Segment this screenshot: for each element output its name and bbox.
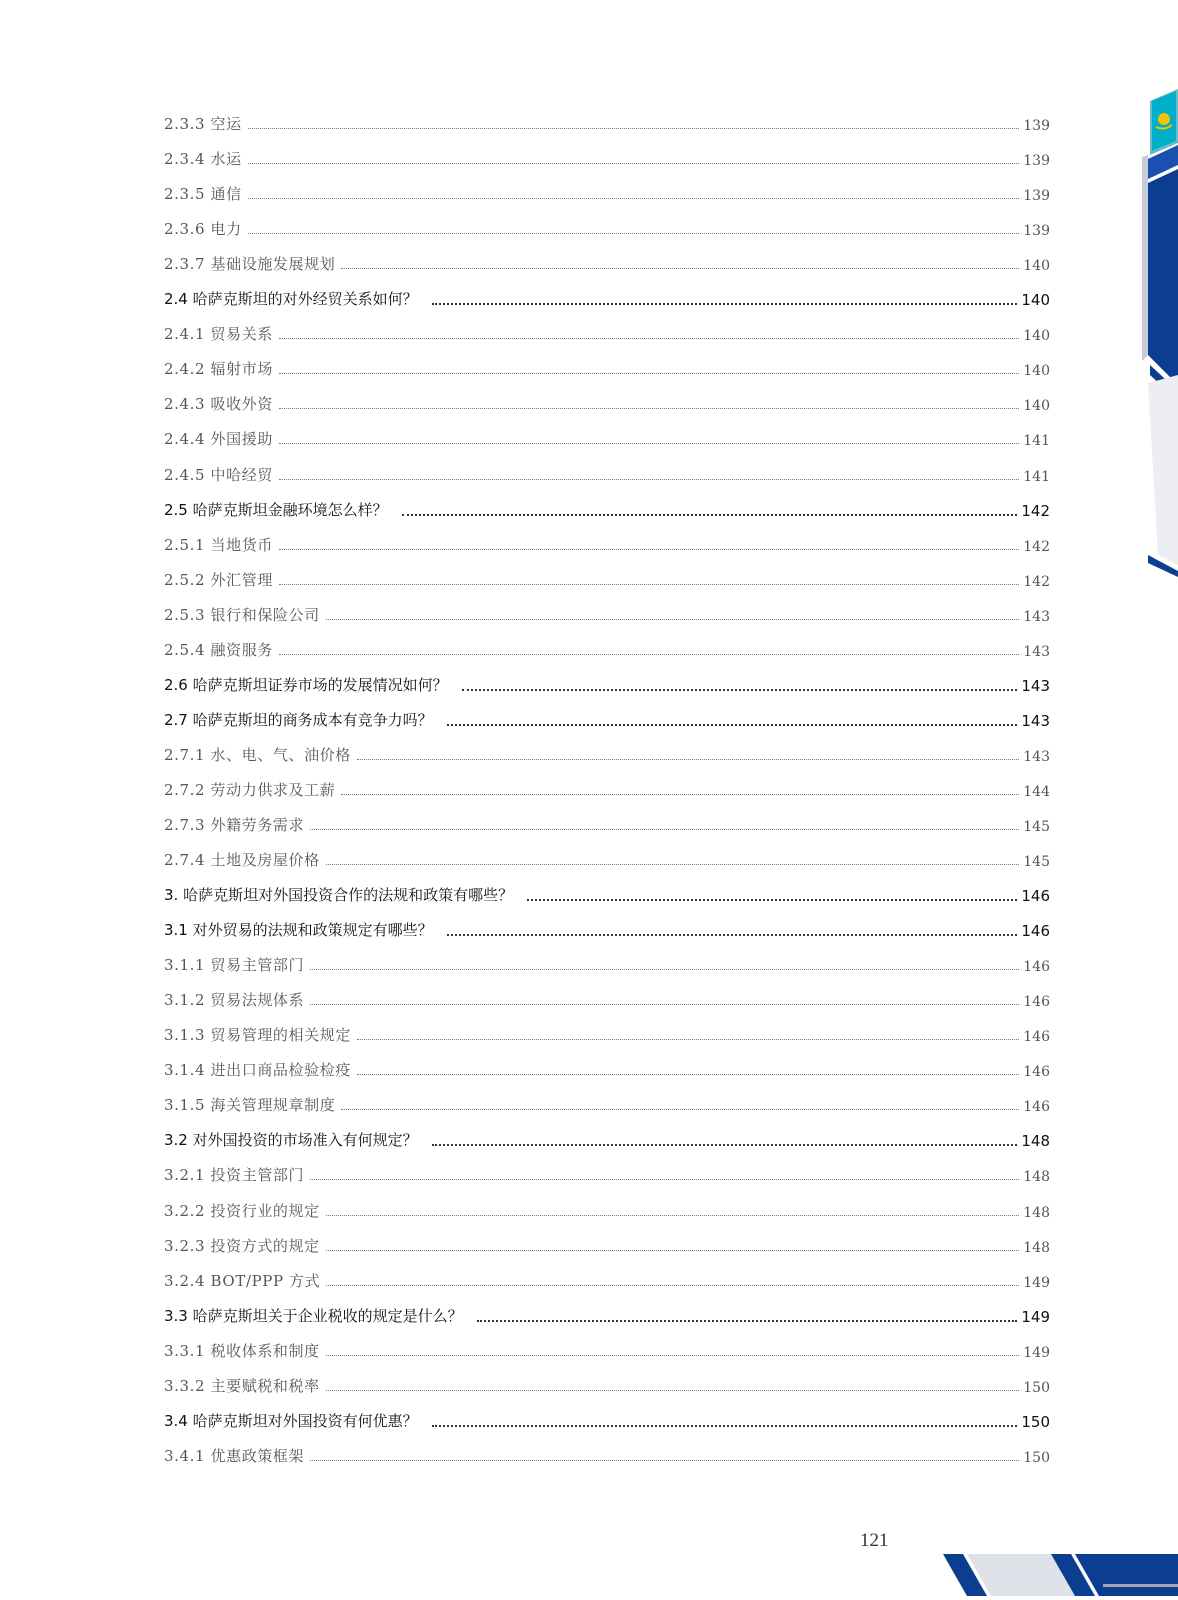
toc-entry-title: 2.7.2 劳动力供求及工薪 bbox=[164, 780, 336, 799]
toc-entry-page: 148 bbox=[1023, 1169, 1050, 1186]
bottom-decoration bbox=[943, 1524, 1178, 1600]
toc-entry-page: 140 bbox=[1023, 328, 1050, 345]
dot-leader bbox=[326, 1250, 1020, 1251]
side-decoration bbox=[1098, 85, 1178, 589]
toc-entry-page: 142 bbox=[1021, 501, 1050, 520]
toc-subsection-entry[interactable] bbox=[164, 1191, 1050, 1226]
dot-leader bbox=[279, 584, 1019, 585]
toc-entry-title: 2.7.3 外籍劳务需求 bbox=[164, 815, 305, 834]
toc-entry-title: 3.1.1 贸易主管部门 bbox=[164, 956, 305, 975]
toc-subsection-entry[interactable] bbox=[164, 631, 1050, 666]
toc-subsection-entry[interactable] bbox=[164, 596, 1050, 631]
toc-subsection-entry[interactable] bbox=[164, 1437, 1050, 1472]
toc-entry-title: 3.1.2 贸易法规体系 bbox=[164, 991, 305, 1010]
toc-entry-title: 3.1.4 进出口商品检验检疫 bbox=[164, 1061, 351, 1080]
toc-entry-page: 148 bbox=[1021, 1132, 1050, 1151]
toc-subsection-entry[interactable] bbox=[164, 981, 1050, 1016]
dot-leader bbox=[326, 1355, 1020, 1356]
toc-subsection-entry[interactable] bbox=[164, 841, 1050, 876]
toc-entry-page: 140 bbox=[1023, 363, 1050, 380]
toc-entry-page: 146 bbox=[1021, 922, 1050, 941]
toc-subsection-entry[interactable] bbox=[164, 1086, 1050, 1121]
dot-leader bbox=[279, 654, 1019, 655]
dot-leader bbox=[310, 969, 1019, 970]
toc-entry-title: 3.4.1 优惠政策框架 bbox=[164, 1446, 305, 1465]
dot-leader bbox=[341, 794, 1019, 795]
dot-leader bbox=[248, 128, 1020, 129]
toc-entry-page: 141 bbox=[1023, 433, 1050, 450]
toc-entry-page: 150 bbox=[1023, 1449, 1050, 1466]
toc-subsection-entry[interactable] bbox=[164, 526, 1050, 561]
toc-entry-title: 3.1.3 贸易管理的相关规定 bbox=[164, 1026, 351, 1045]
toc-section-entry[interactable] bbox=[164, 1402, 1050, 1437]
toc-subsection-entry[interactable] bbox=[164, 806, 1050, 841]
dot-leader bbox=[279, 443, 1019, 444]
toc-entry-title: 2.4 哈萨克斯坦的对外经贸关系如何？ bbox=[164, 290, 418, 309]
toc-entry-title: 3.2.4 BOT/PPP 方式 bbox=[164, 1271, 321, 1290]
toc-subsection-entry[interactable] bbox=[164, 1262, 1050, 1297]
dot-leader bbox=[248, 163, 1020, 164]
toc-entry-page: 143 bbox=[1023, 608, 1050, 625]
dot-leader bbox=[279, 479, 1019, 480]
toc-entry-page: 146 bbox=[1023, 1099, 1050, 1116]
toc-entry-title: 2.5.4 融资服务 bbox=[164, 640, 273, 659]
page-number: 121 bbox=[860, 1530, 889, 1551]
dot-leader bbox=[310, 1004, 1019, 1005]
toc-section-entry[interactable] bbox=[164, 701, 1050, 736]
dot-leader bbox=[279, 338, 1019, 339]
toc-subsection-entry[interactable] bbox=[164, 736, 1050, 771]
dot-leader bbox=[279, 549, 1019, 550]
toc-entry-title: 2.4.4 外国援助 bbox=[164, 430, 273, 449]
toc-entry-title: 2.5.3 银行和保险公司 bbox=[164, 605, 320, 624]
toc-entry-title: 2.7 哈萨克斯坦的商务成本有竞争力吗？ bbox=[164, 710, 433, 729]
toc-subsection-entry[interactable] bbox=[164, 385, 1050, 420]
toc-subsection-entry[interactable] bbox=[164, 1156, 1050, 1191]
dot-leader bbox=[527, 899, 1017, 901]
dot-leader bbox=[432, 1425, 1018, 1427]
toc-subsection-entry[interactable] bbox=[164, 350, 1050, 385]
toc-subsection-entry[interactable] bbox=[164, 1227, 1050, 1262]
toc-entry-page: 139 bbox=[1023, 118, 1050, 135]
toc-subsection-entry[interactable] bbox=[164, 315, 1050, 350]
toc-subsection-entry[interactable] bbox=[164, 105, 1050, 140]
toc-entry-title: 2.3.4 水运 bbox=[164, 150, 242, 169]
dot-leader bbox=[341, 1109, 1019, 1110]
toc-entry-title: 3.2.1 投资主管部门 bbox=[164, 1166, 305, 1185]
toc-entry-page: 143 bbox=[1023, 643, 1050, 660]
toc-entry-title: 3.1.5 海关管理规章制度 bbox=[164, 1096, 336, 1115]
toc-entry-title: 3. 哈萨克斯坦对外国投资合作的法规和政策有哪些？ bbox=[164, 886, 514, 905]
toc-entry-title: 2.5.2 外汇管理 bbox=[164, 570, 273, 589]
toc-entry-page: 140 bbox=[1021, 291, 1050, 310]
dot-leader bbox=[326, 864, 1020, 865]
toc-entry-title: 2.4.2 辐射市场 bbox=[164, 360, 273, 379]
toc-entry-page: 141 bbox=[1023, 468, 1050, 485]
flag-icon bbox=[1150, 89, 1178, 155]
toc-entry-title: 2.3.3 空运 bbox=[164, 115, 242, 134]
dot-leader bbox=[357, 1039, 1019, 1040]
toc-entry-title: 2.4.5 中哈经贸 bbox=[164, 465, 273, 484]
dot-leader bbox=[462, 689, 1018, 691]
toc-subsection-entry[interactable] bbox=[164, 1016, 1050, 1051]
toc-subsection-entry[interactable] bbox=[164, 1332, 1050, 1367]
dot-leader bbox=[326, 1285, 1019, 1286]
dot-leader bbox=[248, 233, 1020, 234]
toc-entry-title: 2.5.1 当地货币 bbox=[164, 535, 273, 554]
toc-entry-page: 146 bbox=[1023, 959, 1050, 976]
dot-leader bbox=[279, 373, 1019, 374]
toc-section-entry[interactable] bbox=[164, 911, 1050, 946]
toc-entry-title: 2.3.6 电力 bbox=[164, 220, 242, 239]
toc-entry-page: 149 bbox=[1021, 1307, 1050, 1326]
toc-subsection-entry[interactable] bbox=[164, 1367, 1050, 1402]
toc-entry-page: 139 bbox=[1023, 223, 1050, 240]
toc-entry-title: 3.4 哈萨克斯坦对外国投资有何优惠？ bbox=[164, 1411, 418, 1430]
dot-leader bbox=[310, 1179, 1019, 1180]
toc-entry-page: 143 bbox=[1023, 748, 1050, 765]
dot-leader bbox=[432, 303, 1018, 305]
toc-entry-page: 144 bbox=[1023, 783, 1050, 800]
dot-leader bbox=[326, 619, 1020, 620]
toc-entry-title: 2.7.4 土地及房屋价格 bbox=[164, 851, 320, 870]
toc-section-entry[interactable] bbox=[164, 280, 1050, 315]
dot-leader bbox=[447, 934, 1018, 936]
toc-entry-title: 2.5 哈萨克斯坦金融环境怎么样？ bbox=[164, 500, 388, 519]
dot-leader bbox=[248, 198, 1020, 199]
toc-entry-title: 2.4.1 贸易关系 bbox=[164, 325, 273, 344]
toc-entry-title: 3.3.2 主要赋税和税率 bbox=[164, 1376, 320, 1395]
toc-subsection-entry[interactable] bbox=[164, 946, 1050, 981]
dot-leader bbox=[279, 408, 1019, 409]
toc-section-entry[interactable] bbox=[164, 1297, 1050, 1332]
toc-subsection-entry[interactable] bbox=[164, 455, 1050, 490]
toc-entry-title: 3.1 对外贸易的法规和政策规定有哪些？ bbox=[164, 921, 433, 940]
toc-entry-page: 143 bbox=[1021, 711, 1050, 730]
toc-entry-page: 149 bbox=[1023, 1344, 1050, 1361]
dot-leader bbox=[402, 514, 1018, 516]
toc-entry-title: 2.6 哈萨克斯坦证券市场的发展情况如何？ bbox=[164, 675, 448, 694]
dot-leader bbox=[477, 1320, 1018, 1322]
toc-entry-page: 146 bbox=[1023, 1029, 1050, 1046]
toc-entry-title: 3.2.3 投资方式的规定 bbox=[164, 1236, 320, 1255]
toc-entry-page: 140 bbox=[1023, 258, 1050, 275]
toc-section-entry[interactable] bbox=[164, 1121, 1050, 1156]
toc-subsection-entry[interactable] bbox=[164, 210, 1050, 245]
toc-entry-page: 150 bbox=[1021, 1412, 1050, 1431]
toc-subsection-entry[interactable] bbox=[164, 561, 1050, 596]
toc-entry-page: 139 bbox=[1023, 153, 1050, 170]
dot-leader bbox=[447, 724, 1018, 726]
toc-entry-page: 148 bbox=[1023, 1239, 1050, 1256]
toc-entry-title: 2.7.1 水、电、气、油价格 bbox=[164, 745, 351, 764]
toc-entry-page: 149 bbox=[1023, 1274, 1050, 1291]
dot-leader bbox=[326, 1215, 1020, 1216]
toc-entry-page: 140 bbox=[1023, 398, 1050, 415]
toc-subsection-entry[interactable] bbox=[164, 245, 1050, 280]
toc-entry-page: 146 bbox=[1023, 1064, 1050, 1081]
table-of-contents bbox=[164, 105, 1050, 1472]
toc-entry-page: 145 bbox=[1023, 818, 1050, 835]
toc-entry-title: 3.2.2 投资行业的规定 bbox=[164, 1201, 320, 1220]
toc-entry-page: 142 bbox=[1023, 573, 1050, 590]
toc-entry-page: 142 bbox=[1023, 538, 1050, 555]
dot-leader bbox=[341, 268, 1019, 269]
dot-leader bbox=[310, 829, 1019, 830]
toc-subsection-entry[interactable] bbox=[164, 140, 1050, 175]
toc-entry-page: 150 bbox=[1023, 1379, 1050, 1396]
toc-entry-title: 3.3 哈萨克斯坦关于企业税收的规定是什么？ bbox=[164, 1306, 463, 1325]
toc-entry-page: 148 bbox=[1023, 1204, 1050, 1221]
toc-subsection-entry[interactable] bbox=[164, 771, 1050, 806]
toc-entry-page: 143 bbox=[1021, 676, 1050, 695]
dot-leader bbox=[326, 1390, 1020, 1391]
toc-subsection-entry[interactable] bbox=[164, 1051, 1050, 1086]
toc-entry-title: 2.3.5 通信 bbox=[164, 185, 242, 204]
dot-leader bbox=[357, 759, 1019, 760]
toc-entry-page: 139 bbox=[1023, 188, 1050, 205]
toc-section-entry[interactable] bbox=[164, 666, 1050, 701]
toc-entry-page: 145 bbox=[1023, 854, 1050, 871]
toc-section-entry[interactable] bbox=[164, 876, 1050, 911]
dot-leader bbox=[310, 1460, 1019, 1461]
toc-entry-title: 3.3.1 税收体系和制度 bbox=[164, 1341, 320, 1360]
toc-entry-title: 2.4.3 吸收外资 bbox=[164, 395, 273, 414]
toc-section-entry[interactable] bbox=[164, 491, 1050, 526]
toc-entry-title: 2.3.7 基础设施发展规划 bbox=[164, 255, 336, 274]
toc-subsection-entry[interactable] bbox=[164, 175, 1050, 210]
dot-leader bbox=[432, 1144, 1018, 1146]
toc-entry-title: 3.2 对外国投资的市场准入有何规定？ bbox=[164, 1131, 418, 1150]
dot-leader bbox=[357, 1074, 1019, 1075]
toc-entry-page: 146 bbox=[1023, 994, 1050, 1011]
toc-entry-page: 146 bbox=[1021, 887, 1050, 906]
toc-subsection-entry[interactable] bbox=[164, 420, 1050, 455]
